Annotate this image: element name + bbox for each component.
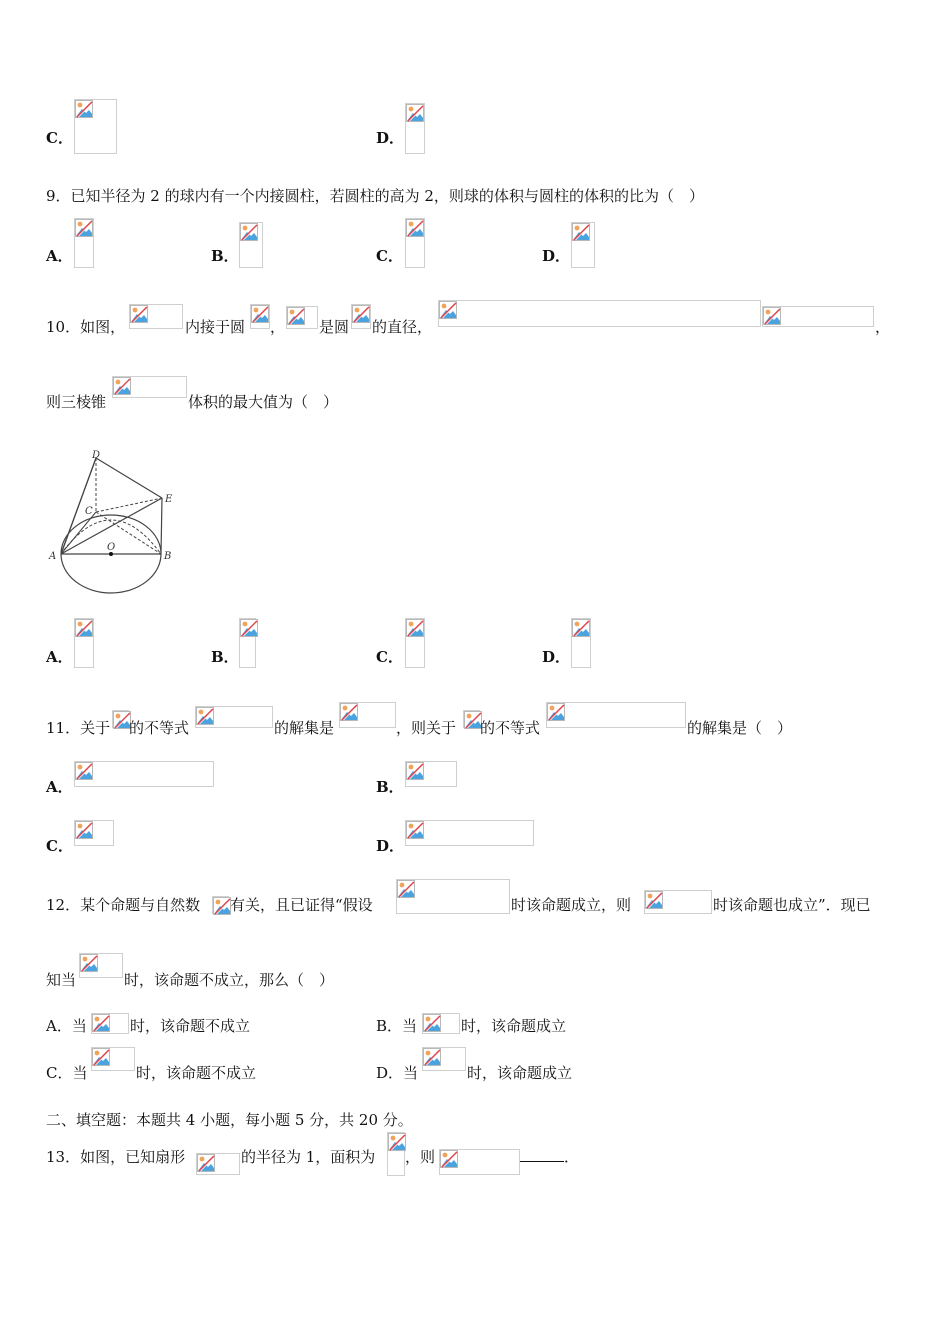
- q11-option-b-label: B．: [376, 778, 404, 796]
- broken-image-icon: [406, 104, 424, 122]
- broken-image-icon: [75, 821, 93, 839]
- broken-image-icon: [388, 1133, 406, 1151]
- broken-image-icon: [80, 954, 98, 972]
- question-10-number: 10．如图，: [46, 318, 126, 336]
- q9-option-b-label: B．: [211, 247, 239, 265]
- q10-text-2: 是圆: [319, 318, 350, 336]
- q12-formula-k1: [644, 890, 712, 914]
- broken-image-icon: [240, 223, 258, 241]
- broken-image-icon: [645, 891, 663, 909]
- q11-option-a-image: [74, 761, 214, 787]
- q12-option-c-post: 时，该命题不成立: [136, 1064, 257, 1082]
- broken-image-icon: [196, 707, 214, 725]
- broken-image-icon: [763, 307, 781, 325]
- q10-figure-pyramid-on-circle: [44, 446, 184, 598]
- broken-image-icon: [547, 703, 565, 721]
- broken-image-icon: [572, 223, 590, 241]
- question-13-number: 13．如图，已知扇形: [46, 1148, 186, 1166]
- q13-text-1: 的半径为 1，面积为: [241, 1148, 376, 1166]
- q9-option-a-label: A．: [46, 247, 73, 265]
- q12-option-b-pre: B．当: [376, 1017, 418, 1035]
- q10-option-b-label: B．: [211, 648, 239, 666]
- broken-image-icon: [440, 1150, 458, 1168]
- q13-answer-blank[interactable]: [520, 1147, 579, 1167]
- q11-option-c-label: C．: [46, 837, 73, 855]
- q11-text-5: 的解集是（ ）: [687, 719, 793, 737]
- q12-option-d-post: 时，该命题成立: [467, 1064, 573, 1082]
- label-e: E: [165, 494, 173, 505]
- broken-image-icon: [439, 301, 457, 319]
- q9-option-c-label: C．: [376, 247, 403, 265]
- q11-formula-ineq1: [195, 706, 273, 728]
- q10-formula-6: [762, 306, 874, 327]
- q10-text-1: 内接于圆: [185, 318, 246, 336]
- broken-image-icon: [113, 377, 131, 395]
- q12-option-a-post: 时，该命题不成立: [130, 1017, 251, 1035]
- q11-formula-set1: [339, 702, 396, 728]
- label-d: D: [92, 450, 101, 461]
- broken-image-icon: [406, 619, 424, 637]
- q9-option-c-image: [405, 218, 425, 268]
- q10-option-c-image: [405, 618, 425, 668]
- q10-option-a-image: [74, 618, 94, 668]
- q13-formula-sector: [196, 1153, 240, 1175]
- q12-text-1: 有关，且已证得“假设: [230, 896, 373, 914]
- q11-formula-ineq2: [546, 702, 686, 728]
- q11-option-b-image: [405, 761, 457, 787]
- q11-text-2: 的解集是: [274, 719, 335, 737]
- broken-image-icon: [75, 219, 93, 237]
- q12-text-3: 时该命题也成立”．现已: [713, 896, 871, 914]
- broken-image-icon: [397, 880, 415, 898]
- question-12-number: 12．某个命题与自然数: [46, 896, 201, 914]
- label-o: O: [107, 542, 116, 553]
- section-2-heading: 二、填空题：本题共 4 小题，每小题 5 分，共 20 分。: [46, 1111, 413, 1129]
- broken-image-icon: [92, 1048, 110, 1066]
- broken-image-icon: [92, 1014, 110, 1032]
- q10-option-d-label: D．: [542, 648, 571, 666]
- q11-formula-x1: [112, 710, 129, 728]
- q10-text-line2a: 则三棱锥: [46, 393, 107, 411]
- q9-option-b-image: [239, 222, 263, 268]
- broken-image-icon: [406, 762, 424, 780]
- q13-formula-answer: [439, 1149, 520, 1175]
- q11-option-d-label: D．: [376, 837, 405, 855]
- q10-option-c-label: C．: [376, 648, 403, 666]
- q10-formula-5: [438, 300, 761, 327]
- broken-image-icon: [213, 897, 231, 915]
- question-11-number: 11．关于: [46, 719, 111, 737]
- q12-text-line2b: 时，该命题不成立，那么（ ）: [124, 971, 335, 989]
- label-a: A: [49, 551, 57, 562]
- option-d-image: [405, 103, 425, 154]
- label-b: B: [164, 551, 172, 562]
- q12-option-b-post: 时，该命题成立: [461, 1017, 567, 1035]
- label-c: C: [85, 506, 93, 517]
- q11-text-4: 的不等式: [480, 719, 541, 737]
- option-d-label: D．: [376, 129, 405, 147]
- q12-text-line2a: 知当: [46, 971, 77, 989]
- q10-option-d-image: [571, 618, 591, 668]
- broken-image-icon: [130, 305, 148, 323]
- q11-option-a-label: A．: [46, 778, 73, 796]
- broken-image-icon: [197, 1154, 215, 1172]
- q10-text-line2b: 体积的最大值为（ ）: [188, 393, 339, 411]
- q10-formula-7: [112, 376, 187, 398]
- q11-option-d-image: [405, 820, 534, 846]
- broken-image-icon: [572, 619, 590, 637]
- broken-image-icon: [287, 307, 305, 325]
- broken-image-icon: [352, 305, 370, 323]
- question-9-stem: 9．已知半径为 2 的球内有一个内接圆柱，若圆柱的高为 2，则球的体积与圆柱的体积的比为（ ）: [46, 187, 704, 205]
- broken-image-icon: [75, 762, 93, 780]
- q12-option-a-pre: A．当: [46, 1017, 87, 1035]
- q11-formula-x2: [463, 710, 480, 728]
- q13-text-2: ，则: [405, 1148, 436, 1166]
- broken-image-icon: [423, 1014, 441, 1032]
- q11-text-3: ，则关于: [396, 719, 457, 737]
- q12-option-c-pre: C．当: [46, 1064, 88, 1082]
- q10-comma-2: ，: [875, 318, 891, 336]
- broken-image-icon: [251, 305, 269, 323]
- q10-formula-1: [129, 304, 183, 329]
- q12-formula-n: [212, 896, 229, 914]
- q10-comma-1: ，: [270, 318, 286, 336]
- broken-image-icon: [406, 219, 424, 237]
- q12-option-b-image: [422, 1013, 460, 1034]
- q9-option-d-image: [571, 222, 595, 268]
- q12-option-c-image: [91, 1047, 135, 1071]
- broken-image-icon: [240, 619, 258, 637]
- q10-text-3: 的直径，: [372, 318, 433, 336]
- q10-formula-2: [250, 304, 270, 329]
- option-c-label: C．: [46, 129, 73, 147]
- q13-formula-area: [387, 1132, 405, 1176]
- q9-option-a-image: [74, 218, 94, 268]
- broken-image-icon: [406, 821, 424, 839]
- q12-option-a-image: [91, 1013, 129, 1034]
- q12-option-d-pre: D．当: [376, 1064, 419, 1082]
- q9-option-d-label: D．: [542, 247, 571, 265]
- broken-image-icon: [423, 1048, 441, 1066]
- q10-option-b-image: [239, 618, 256, 668]
- q11-option-c-image: [74, 820, 114, 846]
- q10-option-a-label: A．: [46, 648, 73, 666]
- option-c-image: [74, 99, 117, 154]
- broken-image-icon: [340, 703, 358, 721]
- q13-end-period: ．: [564, 1148, 580, 1166]
- q12-formula-k: [396, 879, 510, 914]
- q10-formula-3: [286, 306, 318, 329]
- q10-formula-4: [351, 304, 371, 329]
- q12-option-d-image: [422, 1047, 466, 1071]
- broken-image-icon: [75, 619, 93, 637]
- q12-formula-n-value: [79, 953, 123, 978]
- q12-text-2: 时该命题成立，则: [511, 896, 632, 914]
- q11-text-1: 的不等式: [129, 719, 190, 737]
- broken-image-icon: [75, 100, 93, 118]
